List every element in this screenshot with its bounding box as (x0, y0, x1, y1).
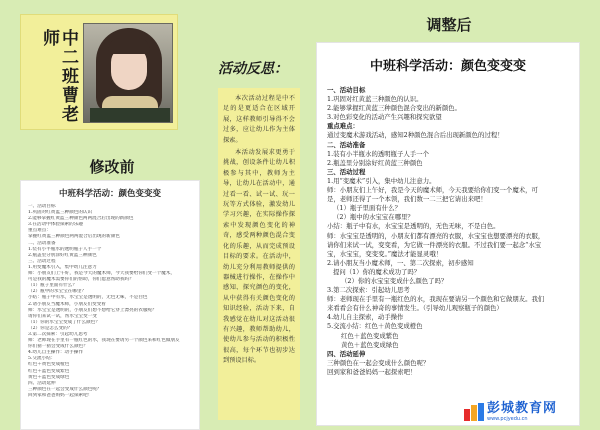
document-before-line: 3.在活动中体验探索的乐趣 (28, 222, 83, 228)
document-before-line: 三、活动过程 (28, 258, 56, 264)
before-label: 修改前 (89, 158, 135, 176)
document-after-line: 回到家和爸爸妈妈一起探索吧！ (327, 367, 417, 376)
document-before-line: 1.装有小半瓶水的透明瓶子人手一个 (28, 246, 102, 252)
document-before-line: 红色＋黄色变成橙色 (28, 362, 70, 368)
document-after-line: 通过变魔术游戏活动，感知2种颜色混合后出现新颜色的过程！ (327, 131, 504, 140)
document-before-line: （1）瓶子里面有什么？ (28, 283, 77, 289)
watermark-name: 彭城教育网 (487, 401, 558, 416)
document-after-line: 师：老师现在手里有一瓶红色的水，我现在要请另一个颜色和它做朋友。我们 (327, 295, 545, 304)
document-after-line: 提问（1）你的魔术成功了吗？ (333, 267, 421, 276)
document-before-line: 5.交流小结： (28, 356, 56, 362)
document-after-line: 2.请小朋友当小魔术师，一、第二次探索，初步感知 (327, 258, 474, 267)
watermark-logo-icon (464, 403, 484, 421)
document-after-line: 来看看会有什么神奇的事情发生。（引导幼儿观察瓶子的颜色） (327, 304, 503, 313)
document-after-line: 是，老师还得了一个本领，我们数一二三把它请出来吧！ (327, 195, 487, 204)
document-before-line: 3.第二次探索：引起幼儿思考 (28, 331, 88, 337)
document-after-line: 三种颜色在一起会变成什么颜色呢？ (327, 358, 430, 367)
watermark-url: www.pcjyedu.cn (487, 416, 528, 422)
document-after-line: 宝，水宝宝，变变变。”魔法才能显灵哦！ (327, 249, 443, 258)
document-before-line: 可是我的魔术需要你们的帮助，你们愿意帮助我吗？ (28, 277, 134, 283)
document-after-line: 四、活动延伸 (327, 349, 366, 358)
document-after-line: 小结：瓶子中有水，水宝宝是透明的，无色无味，不是白色。 (327, 222, 500, 231)
document-after-title: 中班科学活动：颜色变变变 (369, 59, 526, 74)
document-before-line: 师：老师现在手里有一瓶红色的水，我现在要请另一个颜色来和红色做朋友 (28, 338, 180, 344)
document-before-line: 请你们来试一试，帮水宝宝变一变 (28, 313, 97, 319)
document-before-line: 一、活动目标 (28, 204, 56, 209)
document-after-line: 黄色＋蓝色变成绿色 (341, 340, 399, 349)
document-before-line: 1.巩固对红黄蓝三种颜色的认识 (28, 210, 93, 216)
document-before-line: （2）瓶中的水宝宝在哪里？ (28, 289, 87, 295)
document-before-line: 四、活动延伸 (28, 380, 56, 386)
document-after-line: （2）你的水宝宝变成什么颜色了吗？ (341, 276, 448, 285)
document-after-line: 一、活动目标 (327, 86, 366, 94)
document-before-line: 1.用变魔术引入，集中幼儿注意力 (28, 264, 97, 270)
document-before-line: 三种颜色在一起会变成什么颜色呢？ (28, 386, 102, 392)
teacher-name: 中二班曹老师 (39, 29, 78, 124)
document-before-line: 你们猜一猜会变成什么颜色？ (28, 344, 88, 350)
left-column (10, 8, 208, 422)
document-before-line: 重点难点： (28, 228, 51, 234)
document-after-line: 师：小朋友们上午好，我是今天的魔术师，今天我要给你们变一个魔术，可 (327, 186, 538, 195)
document-after-body (327, 86, 569, 377)
document-before-line: 掌握红黄蓝三种颜色两两混合后出现的新颜色 (28, 234, 120, 240)
document-before-line: 黄色＋蓝色变成绿色 (28, 374, 70, 380)
watermark (464, 400, 588, 424)
document-after-line: 3.对色彩变化的活动产生兴趣和探究欲望 (327, 113, 442, 122)
document-before-line: 2.能够掌握红黄蓝三种颜色两两混合后出现的新颜色 (28, 216, 134, 222)
document-after-line: 1.巩固对红黄蓝三种颜色的认识。 (327, 95, 423, 104)
document-after-line: 4.幼儿自主探索，动手操作 (327, 313, 404, 322)
teacher-photo (83, 23, 173, 123)
document-before-line: 2.请小朋友当魔术师，小朋友们变变看 (28, 301, 106, 307)
document-after-line: 重点难点： (327, 122, 359, 131)
document-after-line: 2.能够掌握红黄蓝三种颜色混合变出的新颜色。 (327, 104, 461, 113)
document-before-line: （2）你是怎么变的？ (28, 325, 73, 331)
document-after (316, 42, 580, 426)
document-after-line: （1）瓶子里面有什么？ (333, 204, 401, 213)
document-after-line: 请你们来试一试，变变看，为它做一件漂亮的衣服。不过我们要一起念“水宝 (327, 240, 542, 249)
document-before-line: （1）你的水宝宝变成了什么颜色？ (28, 319, 100, 325)
document-after-line: （2）瓶中的水宝宝在哪里？ (333, 213, 414, 222)
document-before-line: 师：水宝宝是透明的，小朋友们想不想给它穿上漂亮的衣服呢？ (28, 307, 157, 313)
document-before-line: 师：小朋友们上午好，我是今天的魔术师，今天我要给你们变一个魔术， (28, 271, 176, 277)
document-before-line: 回到家和爸爸妈妈一起探索吧！ (28, 392, 93, 398)
document-after-line: 3.第二次探索：引起幼儿思考 (327, 286, 410, 295)
document-after-line: 红色＋蓝色变成紫色 (341, 331, 399, 340)
document-after-line: 5.交流小结：红色＋黄色变成橙色 (327, 322, 423, 331)
document-before-body (28, 204, 192, 399)
document-after-line: 三、活动过程 (327, 167, 366, 176)
document-before-line: 红色＋蓝色变成紫色 (28, 368, 70, 374)
document-before (20, 180, 200, 430)
document-before-title: 中班科学活动：颜色变变变 (58, 189, 161, 199)
document-before-line: 小结：瓶子中有水，水宝宝是透明的，无色无味，不是白色 (28, 295, 148, 301)
document-before-line: 4.幼儿自主操作：动手操作 (28, 350, 83, 356)
reflection-title: 活动反思： (218, 61, 288, 77)
document-after-line: 二、活动准备 (327, 140, 366, 149)
reflection-paragraph: 本次活动过程是中不足的是更适合在区域开展，这样教师引导得不会过多，应让幼儿作为主体探索。 (223, 95, 295, 144)
teacher-card (20, 14, 178, 130)
document-after-line: 1.装有小半瓶水的透明瓶子人手一个 (327, 149, 429, 158)
after-label: 调整后 (426, 16, 472, 34)
document-before-line: 2.瓶盖里分别涂好红黄蓝三种颜色 (28, 252, 97, 258)
document-after-line: 1.用“变魔术”引入，集中幼儿注意力。 (327, 176, 436, 185)
document-after-line: 2.瓶盖里分别涂好红黄蓝三种颜色 (327, 158, 423, 167)
reflection-paragraph: 本活动发展求更勇于挑战，创设条件让幼儿积极参与其中，教师为主导，让幼儿在活动中，通过看一看、试一试、玩一玩等方式体验，激发幼儿学习兴趣，在实际操作探索中发现颜色变化的神奇，感受两种颜色混合变化的乐趣，从而完成预设目标的要求。在活动中，幼儿充分利用教师提供的器械进行操作，在操作中感知、探究颜色的变化，从中获得有关颜色变化的知识经验，活动下来，自我感觉在幼儿对这活动很有兴趣，教师帮助幼儿，使幼儿参与活动的积极性很高，每个环节也初步达到预设目标。 (223, 149, 295, 365)
document-before-line: 二、活动准备 (28, 240, 56, 246)
reflection-box (218, 88, 300, 420)
document-after-line: 师：水宝宝是透明的，小朋友们都有漂亮的衣服，水宝宝也想要漂亮的衣服， (327, 231, 545, 240)
